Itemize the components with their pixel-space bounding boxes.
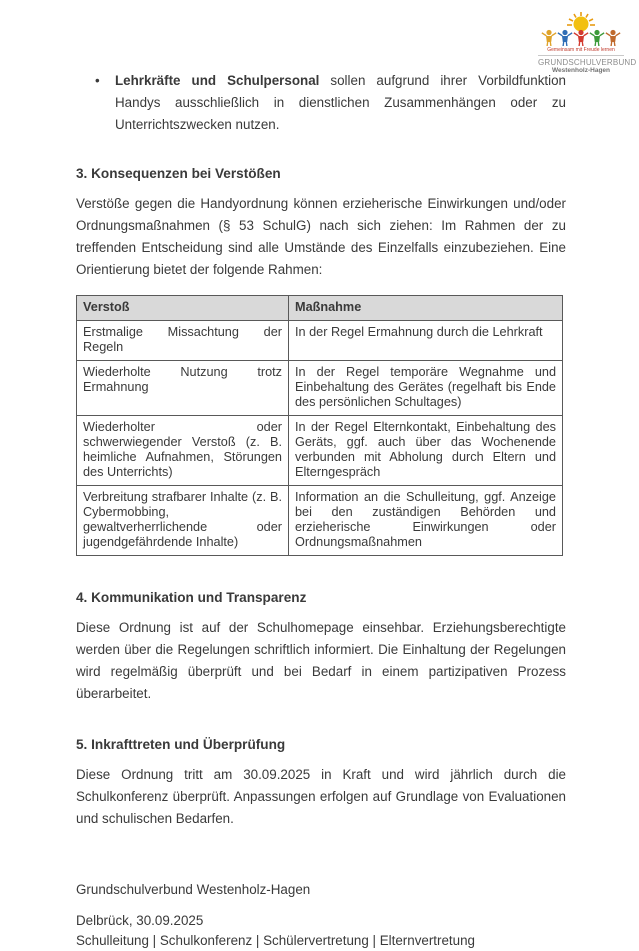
section-4-paragraph: Diese Ordnung ist auf der Schulhomepage einsehbar. Erziehungsberechtigte werden über die Regelungen schriftlich informiert. Die Einhaltung der Regelungen wird regelmäßig überprüft und bei Bedarf in einem partizipativen Prozess überarbeitet. [76,620,566,701]
rules-table-body [77,321,563,556]
table-cell: Wiederholte Nutzung trotz Ermahnung [77,361,289,416]
list-item-rest: sollen aufgrund ihrer Vorbildfunktion Handys ausschließlich in dienstlichen Zusammenhängen oder zu Unterrichtszwecken nutzen. [115,73,566,132]
list-item [95,70,566,136]
table-header-row [77,296,563,321]
footer-organization: Grundschulverbund Westenholz-Hagen [76,882,311,897]
footer-place-date: Delbrück, 30.09.2025 [76,913,204,928]
table-row [77,321,563,361]
table-cell: In der Regel Ermahnung durch die Lehrkraft [289,321,563,361]
list-item-bold: Lehrkräfte und Schulpersonal [115,73,320,88]
table-header-verstoss: Verstoß [77,296,289,321]
table-header-massnahme: Maßnahme [289,296,563,321]
section-4-heading: 4. Kommunikation und Transparenz [76,590,307,605]
section-5-heading: 5. Inkrafttreten und Überprüfung [76,737,286,752]
logo-motto: Gemeinsam mit Freude lernen [547,47,615,53]
document-content [76,0,566,951]
list-item-text [115,70,566,136]
bullet-icon: • [95,73,100,88]
table-row [77,486,563,556]
section-3-heading: 3. Konsequenzen bei Verstößen [76,166,281,181]
logo-figure [606,30,621,46]
logo-figure [574,30,589,46]
sun-icon [574,17,589,32]
table-cell: In der Regel Elternkontakt, Einbehaltung des Geräts, ggf. auch über das Wochenende verbunden mit Abholung durch Eltern und Elterngespräch [289,416,563,486]
table-cell: Information an die Schulleitung, ggf. Anzeige bei den zuständigen Behörden und erzieherische Einwirkungen oder Ordnungsmaßnahmen [289,486,563,556]
logo-org-location: Westenholz-Hagen [551,67,611,74]
logo-org-name: GRUNDSCHULVERBUND [538,58,637,67]
table-cell: Wiederholter oder schwerwiegender Verstoß (z. B. heimliche Aufnahmen, Störungen des Unterrichts) [77,416,289,486]
table-cell: Erstmalige Missachtung der Regeln [77,321,289,361]
table-cell: In der Regel temporäre Wegnahme und Einbehaltung des Gerätes (regelhaft bis Ende des persönlichen Schultages) [289,361,563,416]
table-row [77,361,563,416]
section-5-paragraph: Diese Ordnung tritt am 30.09.2025 in Kraft und wird jährlich durch die Schulkonferenz überprüft. Anpassungen erfolgen auf Grundlage von Evaluationen und schulischen Bedarfen. [76,767,566,826]
table-cell: Verbreitung strafbarer Inhalte (z. B. Cybermobbing, gewaltverherrlichende oder jugendgefährdende Inhalte) [77,486,289,556]
table-row [77,416,563,486]
footer-signatories: Schulleitung | Schulkonferenz | Schülervertretung | Elternvertretung [76,933,475,948]
logo-figure [590,30,605,46]
consequences-table [76,295,563,556]
section-3-paragraph: Verstöße gegen die Handyordnung können erzieherische Einwirkungen und/oder Ordnungsmaßnahmen (§ 53 SchulG) nach sich ziehen: Im Rahmen der zu treffenden Entscheidung sind alle Umstände des Einzelfalls einzubeziehen. Eine Orientierung bietet der folgende Rahmen: [76,196,566,277]
